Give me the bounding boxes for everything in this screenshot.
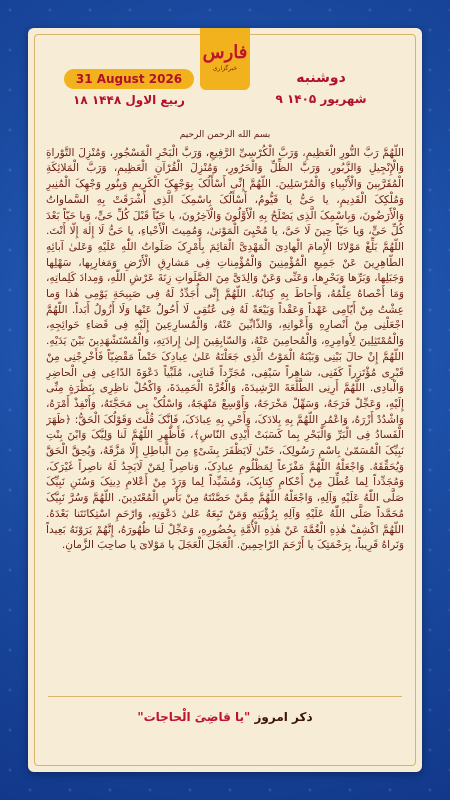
zekr-label: ذکر امروز <box>254 710 313 724</box>
gregorian-lunar-date <box>54 68 204 107</box>
prayer-text-block <box>46 128 404 688</box>
prayer-body: اللّهُمَّ رَبَّ النُّورِ الْعَظِیمِ، وَرَبَّ الْکُرْسِیِّ الرَّفِیعِ، وَرَبَّ الْبَحْرِ الْمَسْجُورِ، وَمُنْزِلَ التَّوْراةِ وَالْإِنْجِیلِ وَالزَّبُورِ، وَرَبَّ الظِّلِّ وَالْحَرُورِ، وَمُنْزِلَ الْقُرْآنِ الْعَظِیمِ، وَرَبَّ الْمَلائِکَةِ الْمُقَرَّبِینَ وَالْأَنْبِیاءِ وَالْمُرْسَلِینَ. اللّهُمَّ إِنِّی أَسْأَلُکَ بِوَجْهِکَ الْکَرِیمِ وَبِنُورِ وَجْهِکَ الْمُنِیرِ وَمُلْکِکَ الْقَدِیمِ، یا حَیُّ یا قَیُّومُ، أَسْأَلُکَ بِاسْمِکَ الَّذِی أَشْرَقَتْ بِهِ السَّماواتُ وَالْأَرَضُونَ، وَبِاسْمِکَ الَّذِی یَصْلَحُ بِهِ الْأَوَّلُونَ وَالْآخِرُونَ، یا حَیّاً قَبْلَ کُلِّ حَیٍّ، وَیا حَیّاً بَعْدَ کُلِّ حَیٍّ، وَیا حَیّاً حِینَ لَا حَیَّ، یا مُحْیِیَ الْمَوْتیٰ، وَمُمِیتَ الْأَحْیاءِ، یا حَیُّ لَا إِلٰهَ إِلّا أَنْتَ. اللّهُمَّ بَلِّغْ مَوْلانَا الْإِمامَ الْهادِیَ الْمَهْدِیَّ الْقائِمَ بِأَمْرِکَ صَلَواتُ اللّٰهِ عَلَیْهِ وَعَلیٰ آبائِهِ الطّاهِرِینَ عَنْ جَمِیعِ الْمُؤْمِنِینَ وَالْمُؤْمِناتِ فِی مَشارِقِ الْأَرْضِ وَمَغارِبِها، سَهْلِها وَجَبَلِها، وَبَرِّها وَبَحْرِها، وَعَنِّی وَعَنْ وَالِدَیَّ مِنَ الصَّلَواتِ زِنَةَ عَرْشِ اللّٰهِ، وَمِدادَ کَلِماتِهِ، وَمَا أَحْصاهُ عِلْمُهُ، وَأَحاطَ بِهِ کِتابُهُ. اللّهُمَّ إِنِّی أُجَدِّدُ لَهُ فِی صَبِیحَةِ یَوْمِی هٰذا وَما عِشْتُ مِنْ أَیّامِی عَهْداً وَعَقْداً وَبَیْعَةً لَهُ فِی عُنُقِی لَا أَحُولُ عَنْها وَلَا أَزُولُ أَبَداً. اللّهُمَّ اجْعَلْنِی مِنْ أَنْصارِهِ وَأَعْوانِهِ، وَالذّابِّینَ عَنْهُ، وَالْمُسارِعِینَ إِلَیْهِ فِی قَضاءِ حَوائِجِهِ، وَالْمُمْتَثِلِینَ لِأَوامِرِهِ، وَالْمُحامِینَ عَنْهُ، وَالسّابِقِینَ إِلیٰ إِرادَتِهِ، وَالْمُسْتَشْهَدِینَ بَیْنَ یَدَیْهِ. اللّهُمَّ إِنْ حالَ بَیْنِی وَبَیْنَهُ الْمَوْتُ الَّذِی جَعَلْتَهُ عَلیٰ عِبادِکَ حَتْماً مَقْضِیّاً فَأَخْرِجْنِی مِنْ قَبْرِی مُؤْتَزِراً کَفَنِی، شاهِراً سَیْفِی، مُجَرِّداً قَناتِی، مُلَبِّیاً دَعْوَةَ الدّاعِی فِی الْحاضِرِ وَالْبادِی. اللّهُمَّ أَرِنِی الطَّلْعَةَ الرَّشِیدَةَ، وَالْغُرَّةَ الْحَمِیدَةَ، وَاکْحُلْ ناظِرِی بِنَظْرَةٍ مِنِّی إِلَیْهِ، وَعَجِّلْ فَرَجَهُ، وَسَهِّلْ مَخْرَجَهُ، وَأَوْسِعْ مَنْهَجَهُ، وَاسْلُکْ بِی مَحَجَّتَهُ، وَأَنْفِذْ أَمْرَهُ، وَاشْدُدْ أَزْرَهُ، وَاعْمُرِ اللّهُمَّ بِهِ بِلادَکَ، وَأَحْیِ بِهِ عِبادَکَ، فَإِنَّکَ قُلْتَ وَقَوْلُکَ الْحَقُّ: ﴿ظَهَرَ الْفَسادُ فِی الْبَرِّ وَالْبَحْرِ بِما کَسَبَتْ أَیْدِی النّاسِ﴾، فَأَظْهِرِ اللّهُمَّ لَنا وَلِیَّکَ وَابْنَ بِنْتِ نَبِیِّکَ الْمُسَمّیٰ بِاسْمِ رَسُولِکَ، حَتّیٰ لَایَظْفَرَ بِشَیْءٍ مِنَ الْباطِلِ إِلّا مَزَّقَهُ، وَیُحِقَّ الْحَقَّ وَیُحَقِّقَهُ. وَاجْعَلْهُ اللّهُمَّ مَفْزَعاً لِمَظْلُومِ عِبادِکَ، وَناصِراً لِمَنْ لَایَجِدُ لَهُ ناصِراً غَیْرَکَ، وَمُجَدِّداً لِما عُطِّلَ مِنْ أَحْکامِ کِتابِکَ، وَمُشَیِّداً لِما وَرَدَ مِنْ أَعْلامِ دِینِکَ وَسُنَنِ نَبِیِّکَ صَلَّی اللّٰهُ عَلَیْهِ وَآلِهِ، وَاجْعَلْهُ اللّهُمَّ مِمَّنْ حَصَّنْتَهُ مِنْ بَأْسِ الْمُعْتَدِینَ. اللّهُمَّ وَسُرَّ نَبِیَّکَ مُحَمَّداً صَلَّی اللّٰهُ عَلَیْهِ وَآلِهِ بِرُؤْیَتِهِ وَمَنْ تَبِعَهُ عَلیٰ دَعْوَتِهِ، وَارْحَمِ اسْتِکانَتَنا بَعْدَهُ. اللّهُمَّ اکْشِفْ هٰذِهِ الْغُمَّةَ عَنْ هٰذِهِ الْأُمَّةِ بِحُضُورِهِ، وَعَجِّلْ لَنا ظُهُورَهُ، إِنَّهُمْ یَرَوْنَهُ بَعِیداً وَنَراهُ قَرِیباً، بِرَحْمَتِکَ یا أَرْحَمَ الرّاحِمِینَ. الْعَجَلَ الْعَجَلَ یا مَوْلایَ یا صاحِبَ الزَّمانِ. <box>46 146 404 552</box>
lunar-date: ۱۸ ربیع الاول ۱۴۴۸ <box>73 93 185 107</box>
prayer-card <box>28 28 422 772</box>
gregorian-date: 31 August 2026 <box>64 69 194 89</box>
logo-name: فارس <box>202 42 248 63</box>
logo-tagline: خبرگزاری <box>212 65 238 72</box>
card-header <box>28 28 422 138</box>
daily-zekr <box>68 710 382 724</box>
solar-date: ۹ شهریور ۱۴۰۵ <box>275 92 367 106</box>
persian-date <box>246 68 396 106</box>
bismillah: بسم الله الرحمن الرحیم <box>179 130 271 140</box>
divider <box>48 696 402 697</box>
weekday: دوشنبه <box>296 70 346 86</box>
zekr-text: "یا قاضِیَ الْحاجات" <box>137 710 251 724</box>
fars-logo <box>200 28 250 90</box>
